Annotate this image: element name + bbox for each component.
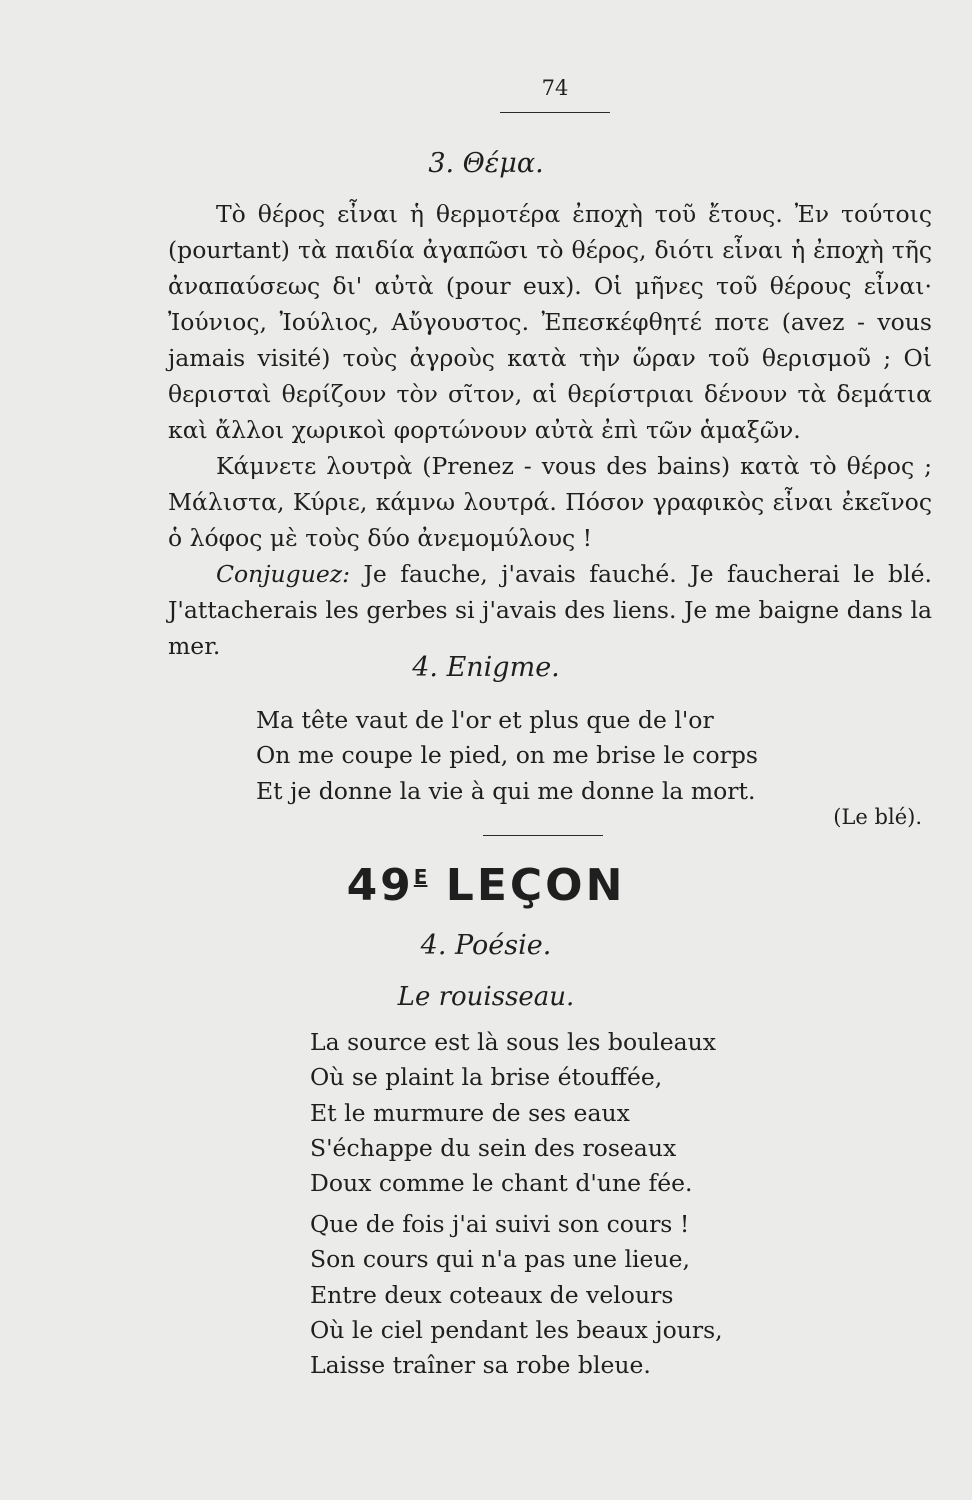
poem-line: Où le ciel pendant les beaux jours,	[310, 1315, 723, 1344]
poem-title: Le rouisseau.	[397, 982, 575, 1012]
enigme-line: Et je donne la vie à qui me donne la mort.	[256, 776, 756, 805]
lesson-title	[0, 860, 972, 911]
poem-line: Entre deux coteaux de velours	[310, 1280, 674, 1309]
top-divider	[500, 112, 610, 113]
poem-line: S'échappe du sein des roseaux	[310, 1133, 677, 1162]
theme-paragraph-2	[168, 448, 932, 556]
theme-paragraph-2-text: Κάμνετε λουτρὰ (Prenez - vous des bains) κατὰ τὸ θέρος ; Μάλιστα, Κύριε, κάμνω λουτρά. Πόσον γραφικὸς εἶναι ἐκεῖνος ὁ λόφος μὲ τοὺς δύο ἀνεμομύλους !	[168, 452, 932, 552]
enigme-line: Ma tête vaut de l'or et plus que de l'or	[256, 706, 714, 734]
section-divider	[483, 835, 603, 836]
conjuguez-text: Je fauche, j'avais fauché. Je faucherai le blé. J'attacherais les gerbes si j'avais des liens. Je me baigne dans la mer.	[168, 560, 932, 660]
lesson-word: LEÇON	[445, 860, 626, 911]
enigme-line: On me coupe le pied, on me brise le corps	[256, 741, 758, 770]
conjuguez-label: Conjuguez:	[216, 560, 351, 588]
poem-line: Où se plaint la brise étouffée,	[310, 1063, 663, 1092]
poem-line: Que de fois j'ai suivi son cours !	[310, 1210, 690, 1238]
poem-line: Son cours qui n'a pas une lieue,	[310, 1245, 690, 1274]
page-number: 74	[541, 76, 569, 100]
theme-paragraph-1-text: Τὸ θέρος εἶναι ἡ θερμοτέρα ἐποχὴ τοῦ ἔτους. Ἐν τούτοις (pourtant) τὰ παιδία ἀγαπῶσι τὸ θέρος, διότι εἶναι ἡ ἐποχὴ τῆς ἀναπαύσεως δι' αὐτὰ (pour eux). Οἱ μῆνες τοῦ θέρους εἶναι· Ἰούνιος, Ἰούλιος, Αὔγουστος. Ἐπεσκέφθητέ ποτε (avez - vous jamais visité) τοὺς ἀγροὺς κατὰ τὴν ὥραν τοῦ θερισμοῦ ; Οἱ θερισταὶ θερίζουν τὸν σῖτον, αἱ θερίστριαι δένουν τὰ δεμάτια καὶ ἄλλοι χωρικοὶ φορτώνουν αὐτὰ ἐπὶ τῶν ἁμαξῶν.	[168, 200, 932, 444]
poesie-heading: 4. Poésie.	[420, 930, 552, 961]
theme-paragraph-1	[168, 196, 932, 448]
poem-stanza-2	[310, 1207, 723, 1383]
lesson-suffix: E	[413, 865, 428, 889]
poem-line: Laisse traîner sa robe bleue.	[310, 1351, 651, 1380]
poem-line: Doux comme le chant d'une fée.	[310, 1169, 693, 1198]
enigme-poem	[256, 703, 758, 809]
poem-line: La source est là sous les bouleaux	[310, 1028, 717, 1056]
theme-heading: 3. Θέμα.	[428, 148, 544, 179]
conjuguez-paragraph	[168, 556, 932, 664]
enigme-answer: (Le blé).	[833, 805, 922, 829]
lesson-number: 49	[346, 860, 414, 911]
enigme-heading: 4. Enigme.	[412, 652, 560, 683]
poem-stanza-1	[310, 1025, 716, 1201]
poem-line: Et le murmure de ses eaux	[310, 1098, 630, 1127]
